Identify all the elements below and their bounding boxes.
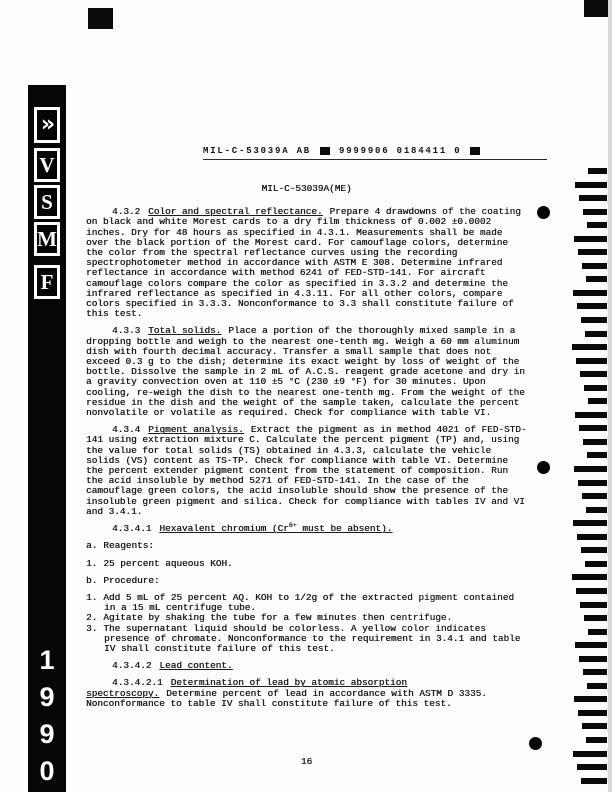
list-item-a-1 xyxy=(86,559,527,569)
scan-edge-bar xyxy=(587,452,607,458)
scan-edge-bar xyxy=(577,534,607,540)
section-number: 4.3.2 xyxy=(112,206,141,218)
scan-edge-bar xyxy=(583,209,607,215)
scan-edge-shadow xyxy=(608,0,612,792)
list-label: 1. xyxy=(86,591,98,603)
scan-edge-bar xyxy=(572,344,607,350)
list-item-b-1 xyxy=(86,593,527,613)
scan-edge-bar xyxy=(582,263,607,269)
scan-edge-bar xyxy=(588,168,607,174)
stamp-code: 9999906 0184411 0 xyxy=(339,146,462,156)
section-title-text: Hexavalent chromium (Cr xyxy=(159,523,289,535)
section-title: Lead content. xyxy=(159,660,233,672)
year-digit-1: 1 xyxy=(39,645,55,675)
scan-edge-bar xyxy=(578,249,607,255)
scan-edge-bar xyxy=(574,466,607,472)
list-text: Procedure: xyxy=(103,574,160,586)
scan-edge-bar xyxy=(577,764,607,770)
list-text: 25 percent aqueous KOH. xyxy=(103,557,233,569)
vsmf-letter-v: V xyxy=(34,148,60,182)
section-number: 4.3.4 xyxy=(112,424,141,436)
scan-edge-bar xyxy=(587,683,607,689)
section-body: Extract the pigment as in method 4021 of FED-STD-141 using extraction mixture C. Calculate the percent pigment (TP) and, using the value for total solids (TS) obtained in 4.3.3, calculate the vehicle solids (VS) content as TS-TP. Check for compliance with table VI. Determine the percent extender pigment content from the statement of composition. Run the acid insoluble by method 5271 of FED-STD-141. In the case of the camouflage green colors, the acid insoluble should show the presence of the insoluble green pigment and silica. Check for compliance with tables IV and VI and 3.4.1. xyxy=(86,424,527,517)
section-title: Color and spectral reflectance. xyxy=(148,206,323,218)
section-title: Pigment analysis. xyxy=(148,424,244,436)
stamp-block-icon xyxy=(470,147,480,155)
scan-edge-bar xyxy=(587,222,607,228)
section-4-3-4-1-heading xyxy=(86,521,527,535)
scan-edge-bar xyxy=(581,547,607,553)
scan-edge-bar xyxy=(581,778,607,784)
scan-edge-bar xyxy=(574,236,607,242)
list-label: 3. xyxy=(86,622,98,634)
scan-edge-bar xyxy=(572,574,607,580)
list-text: The supernatant liquid should be colorless. A yellow color indicates presence of chromate. Nonconformance to the requirement in 3.4.1 and table IV shall constitute failure of this test. xyxy=(103,622,521,654)
scan-edge-bar xyxy=(588,629,607,635)
scan-edge-marks xyxy=(567,168,607,784)
punch-hole-middle xyxy=(537,461,550,474)
scan-edge-bar xyxy=(578,480,607,486)
section-number: 4.3.4.1 xyxy=(112,523,152,535)
list-label: 1. xyxy=(86,557,98,569)
section-number: 4.3.3 xyxy=(112,325,141,337)
list-text: Reagents: xyxy=(103,540,154,552)
section-title xyxy=(159,523,392,534)
scan-edge-bar xyxy=(580,371,607,377)
section-4-3-4-2-1 xyxy=(86,678,527,709)
scan-edge-bar xyxy=(583,669,607,675)
scan-edge-bar xyxy=(576,358,607,364)
list-item-b xyxy=(86,576,527,586)
vsmf-binder-strip xyxy=(28,85,66,792)
list-label: 2. xyxy=(86,612,98,624)
scan-edge-bar xyxy=(580,602,607,608)
doc-code: MIL-C-53039A AB xyxy=(203,146,312,156)
scan-edge-bar xyxy=(582,723,607,729)
page-number: 16 xyxy=(300,756,313,767)
scan-edge-bar xyxy=(578,710,607,716)
stamp-block-icon xyxy=(320,147,330,155)
registration-mark-top-left xyxy=(88,8,113,29)
scan-edge-bar xyxy=(575,642,607,648)
punch-hole-bottom xyxy=(529,737,542,750)
section-title: Total solids. xyxy=(148,325,222,337)
scan-edge-bar xyxy=(584,615,607,621)
document-id-title: MIL-C-53039A(ME) xyxy=(261,183,352,194)
vsmf-logo-icon xyxy=(34,107,60,143)
list-label: b. xyxy=(86,574,98,586)
scan-edge-bar xyxy=(576,588,607,594)
scan-edge-bar xyxy=(573,751,607,757)
list-text: Agitate by shaking the tube for a few minutes then centrifuge. xyxy=(103,612,453,624)
section-number: 4.3.4.2.1 xyxy=(112,677,163,689)
year-digit-3: 9 xyxy=(39,719,55,749)
section-number: 4.3.4.2 xyxy=(112,660,152,672)
scan-edge-bar xyxy=(582,493,607,499)
section-title-text: must be absent). xyxy=(296,523,393,535)
scan-edge-bar xyxy=(579,425,607,431)
section-title: Determination of lead by atomic absorption spectroscopy. xyxy=(86,677,407,699)
scan-edge-bar xyxy=(579,195,607,201)
scan-edge-bar xyxy=(586,737,607,743)
scan-edge-bar xyxy=(584,385,607,391)
superscript-6-plus: 6+ xyxy=(288,521,297,529)
section-4-3-4 xyxy=(86,425,527,517)
scan-edge-bar xyxy=(575,412,607,418)
year-digit-2: 9 xyxy=(39,682,55,712)
scan-edge-bar xyxy=(574,696,607,702)
list-text: Add 5 mL of 25 percent AQ. KOH to 1/2g of the extracted pigment contained in a 15 mL centrifuge tube. xyxy=(103,591,514,614)
list-item-a xyxy=(86,541,527,551)
scan-edge-bar xyxy=(579,656,607,662)
scan-edge-bar xyxy=(583,439,607,445)
scan-edge-bar xyxy=(581,317,607,323)
scan-edge-bar xyxy=(585,331,607,337)
vsmf-letter-m: M xyxy=(34,222,60,256)
section-4-3-3 xyxy=(86,326,527,418)
list-item-b-3 xyxy=(86,624,527,655)
scan-edge-bar xyxy=(588,398,607,404)
punch-hole-top xyxy=(537,206,550,219)
scan-edge-bar xyxy=(573,520,607,526)
vsmf-letter-f: F xyxy=(34,265,60,299)
vsmf-letter-s: S xyxy=(34,185,60,219)
scan-edge-bar xyxy=(585,561,607,567)
scan-edge-bar xyxy=(575,182,607,188)
year-1990 xyxy=(28,642,66,790)
document-body xyxy=(86,184,527,716)
section-body: Determine percent of lead in accordance with ASTM D 3335. Nonconformance to table IV shall constitute failure of this test. xyxy=(86,687,487,709)
section-body: Prepare 4 drawdowns of the coating on black and white Morest cards to a dry film thickness of 0.002 ±0.0002 inches. Dry for 48 hours as specified in 4.3.1. Measurements shall be made over the black portion of the Morest card. For camouflage colors, determine the color from the spectral reflectance curves using the recording spectrophotometer method in accordance with ASTM E 308. Determine infrared reflectance in accordance with method 6241 of FED-STD-141. For aircraft camouflage colors compare the color as specified in 3.3.2 and determine the infrared reflectance as specified in 4.3.11. For all other colors, compare colors specified in 3.3.3. Nonconformance to 3.3 shall constitute failure of this test. xyxy=(86,206,521,320)
list-label: a. xyxy=(86,540,98,552)
vsmf-logo-glyph: » xyxy=(40,112,54,137)
section-4-3-2 xyxy=(86,207,527,319)
section-4-3-4-2 xyxy=(86,661,527,671)
section-body: Place a portion of the thoroughly mixed sample in a dropping bottle and weigh to the nearest one-tenth mg. Weigh a 60 mm aluminum dish with fourth decimal accuracy. Transfer a small sample that does not exceed 0.3 g to the dish; determine its exact weight by loss of weight of the bottle. Dissolve the sample in 2 mL of A.C.S. reagent grade acetone and dry in a gravity convection oven at 110 ±5 °C (230 ±9 °F) for 30 minutes. Upon cooling, re-weigh the dish to the nearest one-tenth mg. From the weight of the residue in the dish and the weight of the sample taken, calculate the percent nonvolatile or volatile as required. Check for compliance with table VI. xyxy=(86,325,525,419)
year-digit-4: 0 xyxy=(39,756,55,786)
scan-edge-bar xyxy=(573,290,607,296)
scan-edge-bar xyxy=(586,276,607,282)
scan-edge-bar xyxy=(586,507,607,513)
document-header xyxy=(203,146,547,160)
scan-edge-bar xyxy=(577,303,607,309)
